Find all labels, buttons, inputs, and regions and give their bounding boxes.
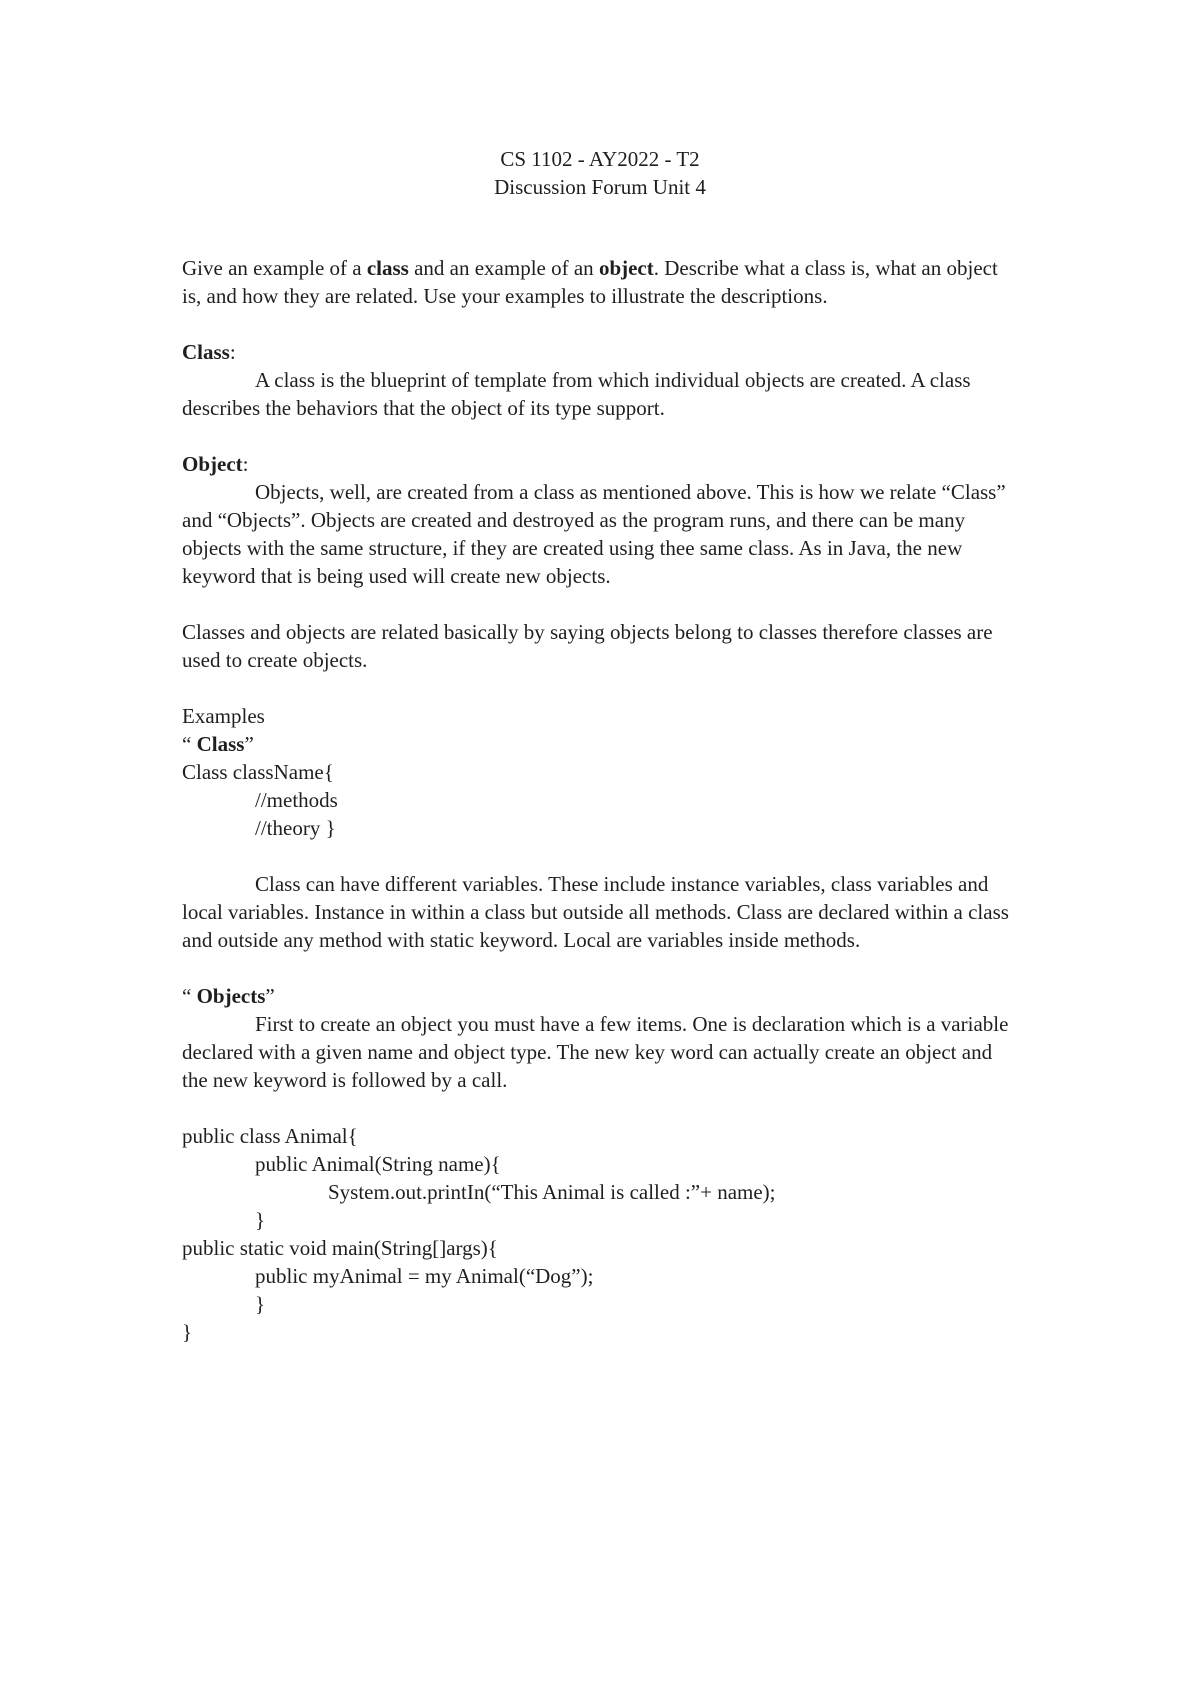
question-prompt: [182, 254, 1022, 310]
code-line: }: [255, 1292, 266, 1316]
prompt-text-3: . Describe what a class is, what an object is, and how they are related. Use your examples to illustrate the descriptions.: [182, 256, 998, 308]
spacer: [182, 674, 1022, 702]
prompt-bold-object: object: [598, 256, 654, 280]
objects-example-heading: [182, 982, 1022, 1010]
class-example-heading-text: Class: [196, 732, 245, 756]
prompt-text-1: Give an example of a: [182, 256, 367, 280]
spacer: [182, 310, 1022, 338]
relation-paragraph: Classes and objects are related basically by saying objects belong to classes therefore classes are used to create objects.: [182, 620, 993, 672]
code-line: public Animal(String name){: [255, 1152, 501, 1176]
objects-example-heading-text: Objects: [196, 984, 266, 1008]
class-heading: [182, 338, 1022, 366]
code-line: }: [255, 1208, 266, 1232]
objects-creation-paragraph: First to create an object you must have a few items. One is declaration which is a variable declared with a given name and object type. The new key word can actually create an object and the new keyword is followed by a call.: [182, 1012, 1009, 1092]
code-line: public class Animal{: [182, 1124, 358, 1148]
code-line: //theory }: [255, 816, 336, 840]
examples-label: Examples: [182, 704, 265, 728]
class-definition: A class is the blueprint of template from which individual objects are created. A class describes the behaviors that the object of its type support.: [182, 368, 971, 420]
code-line: //methods: [255, 788, 338, 812]
spacer: [182, 842, 1022, 870]
quote-close: ”: [265, 984, 275, 1008]
spacer: [182, 954, 1022, 982]
document-body: [182, 254, 1022, 1346]
spacer: [182, 422, 1022, 450]
code-line: Class className{: [182, 760, 334, 784]
object-definition: Objects, well, are created from a class as mentioned above. This is how we relate “Class” and “Objects”. Objects are created and destroyed as the program runs, and there can be many objects with the same structure, if they are created using thee same class. As in Java, the new keyword that is being used will create new objects.: [182, 480, 1006, 588]
code-line: }: [182, 1320, 193, 1344]
class-heading-colon: :: [229, 340, 236, 364]
unit-title: Discussion Forum Unit 4: [494, 175, 706, 199]
code-line: System.out.printIn(“This Animal is called :”+ name);: [328, 1180, 776, 1204]
quote-open: “: [182, 732, 197, 756]
document-header: [0, 145, 1200, 201]
quote-close: ”: [244, 732, 254, 756]
class-heading-text: Class: [182, 340, 230, 364]
code-line: public myAnimal = my Animal(“Dog”);: [255, 1264, 594, 1288]
class-variables-paragraph: Class can have different variables. These include instance variables, class variables and local variables. Instance in within a class but outside all methods. Class are declared within a class and outside any method with static keyword. Local are variables inside methods.: [182, 872, 1009, 952]
spacer: [182, 590, 1022, 618]
prompt-bold-class: class: [366, 256, 409, 280]
course-title: CS 1102 - AY2022 - T2: [500, 147, 700, 171]
code-line: public static void main(String[]args){: [182, 1236, 498, 1260]
object-heading-colon: :: [242, 452, 249, 476]
class-example-heading: [182, 730, 1022, 758]
quote-open: “: [182, 984, 197, 1008]
spacer: [182, 1094, 1022, 1122]
prompt-text-2: and an example of an: [408, 256, 599, 280]
object-heading: [182, 450, 1022, 478]
object-heading-text: Object: [182, 452, 243, 476]
